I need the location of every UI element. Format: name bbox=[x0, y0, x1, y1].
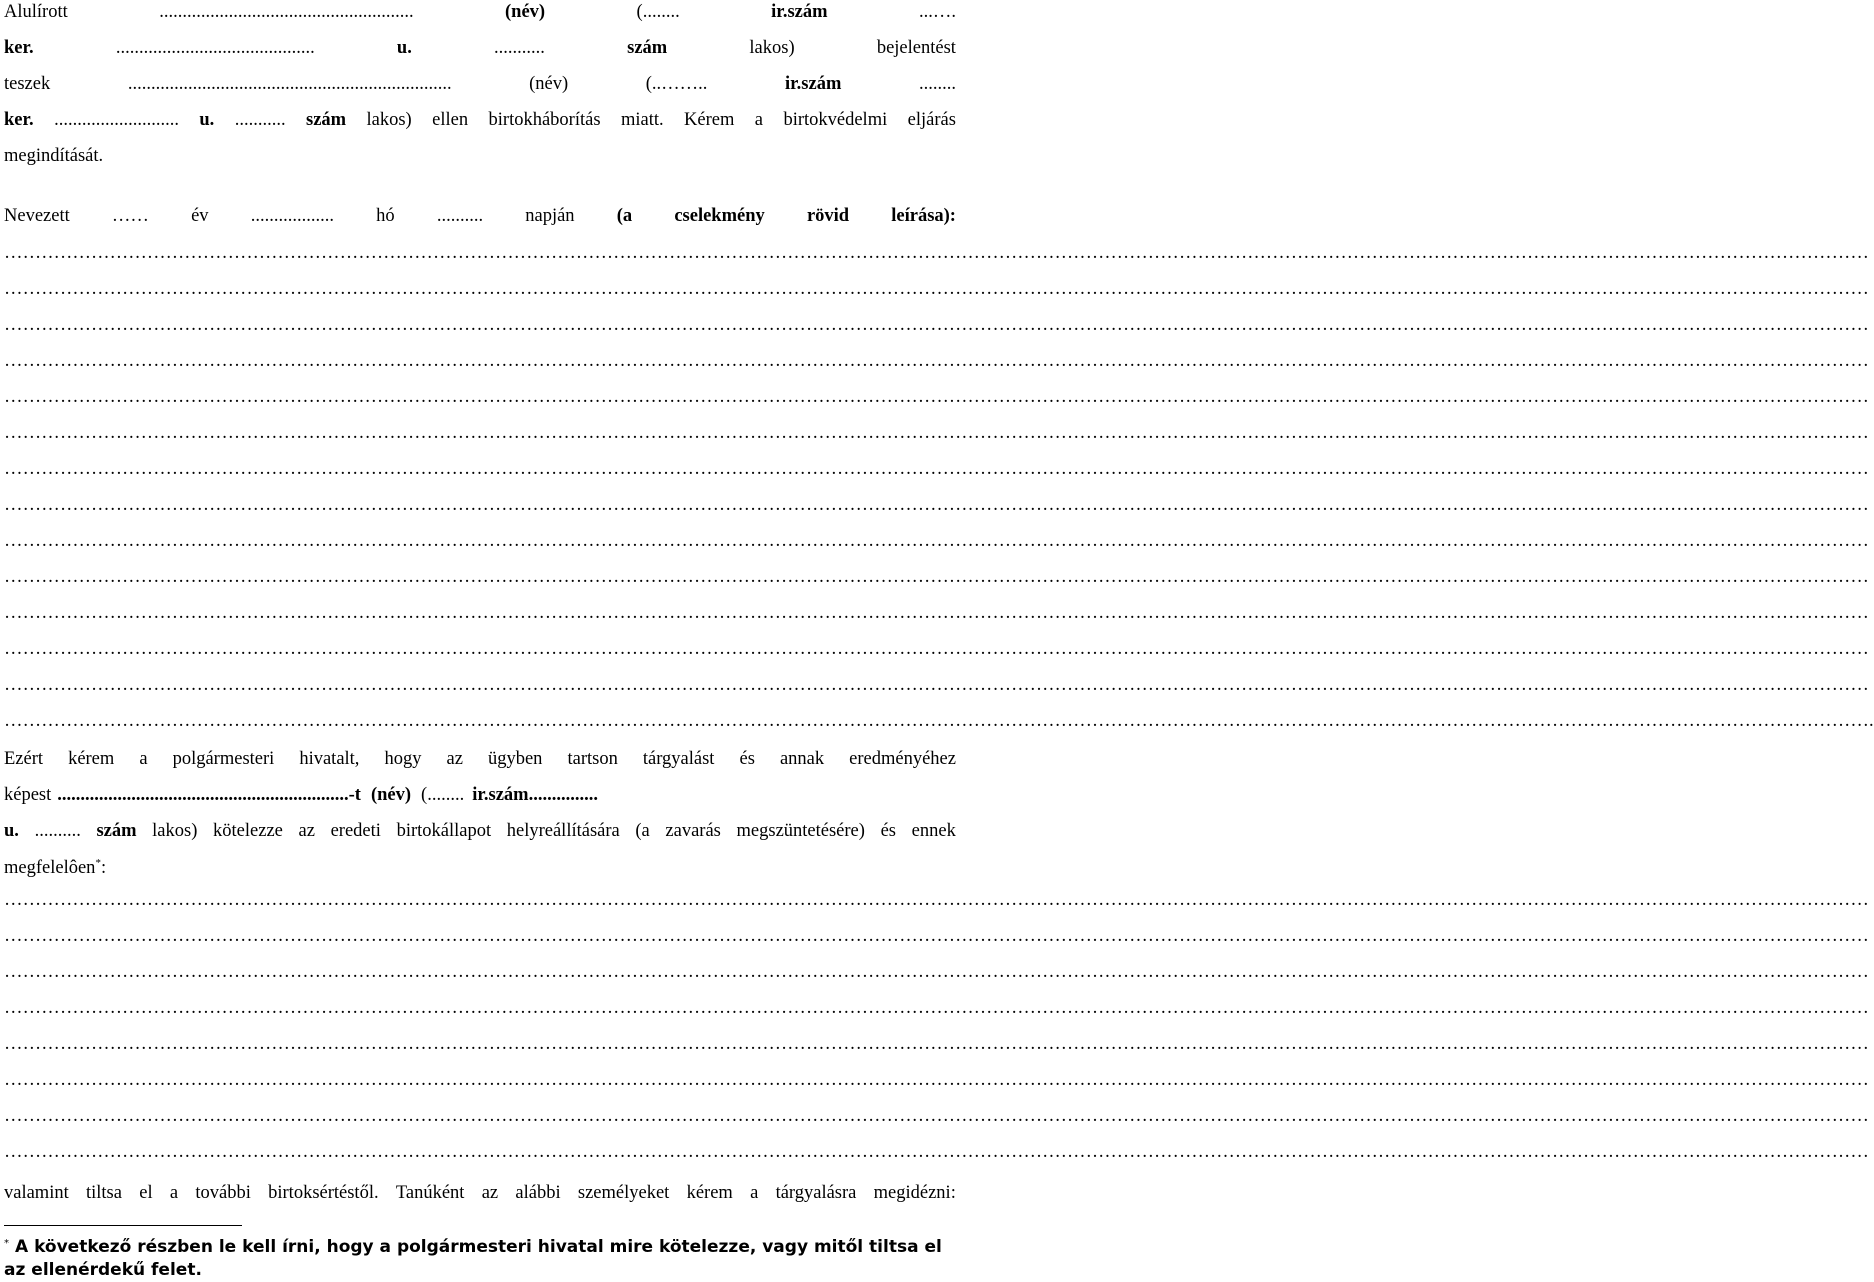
word: valamint bbox=[4, 1183, 69, 1203]
word: u. bbox=[396, 38, 412, 58]
dotted-line: ………………………………………………………………………………………………………………………………………………………………………………………………………………………………………………………………………… bbox=[4, 1034, 1869, 1054]
word: ........... bbox=[234, 110, 286, 130]
intro-line-2 bbox=[4, 38, 956, 59]
dotted-line: ………………………………………………………………………………………………………………………………………………………………………………………………………………………………………………………………………… bbox=[4, 243, 1869, 263]
word: személyeket bbox=[577, 1183, 670, 1203]
word: és bbox=[739, 749, 755, 769]
dotted-line: ………………………………………………………………………………………………………………………………………………………………………………………………………………………………………………………………………… bbox=[4, 279, 1869, 299]
word: lakos) bbox=[152, 821, 198, 841]
word: Ezért bbox=[4, 749, 44, 769]
word: leírása): bbox=[891, 206, 956, 226]
word: szám bbox=[627, 38, 668, 58]
dotted-line: ………………………………………………………………………………………………………………………………………………………………………………………………………………………………………………………………………… bbox=[4, 1106, 1869, 1126]
word: az bbox=[298, 821, 315, 841]
word: miatt. bbox=[620, 110, 664, 130]
request-line-2 bbox=[4, 785, 956, 806]
dotted-line: ………………………………………………………………………………………………………………………………………………………………………………………………………………………………………………………………………… bbox=[4, 531, 1869, 551]
word: eredményéhez bbox=[849, 749, 956, 769]
request-line-4 bbox=[4, 857, 956, 879]
word: az bbox=[481, 1183, 499, 1203]
intro-line-1 bbox=[4, 2, 956, 23]
closing-line bbox=[4, 1183, 956, 1204]
word: ...............................................................-t bbox=[57, 785, 361, 805]
intro-line-4 bbox=[4, 110, 956, 131]
word: polgármesteri bbox=[172, 749, 275, 769]
dotted-line: ………………………………………………………………………………………………………………………………………………………………………………………………………………………………………………………………………… bbox=[4, 675, 1869, 695]
intro-line-5-text: megindítását. bbox=[4, 146, 104, 166]
word: szám bbox=[306, 110, 347, 130]
word: (........ bbox=[636, 2, 680, 22]
word: ...................................................................... bbox=[127, 74, 452, 94]
dotted-line: ………………………………………………………………………………………………………………………………………………………………………………………………………………………………………………………………………… bbox=[4, 639, 1869, 659]
word: kérem bbox=[68, 749, 115, 769]
word: képest bbox=[4, 785, 52, 805]
word: ........ bbox=[918, 74, 956, 94]
request-line-1 bbox=[4, 749, 956, 770]
word: …… bbox=[111, 206, 149, 226]
dotted-line: ………………………………………………………………………………………………………………………………………………………………………………………………………………………………………………………………………… bbox=[4, 890, 1869, 910]
word: (név) bbox=[529, 74, 569, 94]
word: a bbox=[754, 110, 764, 130]
word: (..…….. bbox=[645, 74, 708, 94]
dotted-line: ………………………………………………………………………………………………………………………………………………………………………………………………………………………………………………………………………… bbox=[4, 351, 1869, 371]
footnote bbox=[4, 1232, 944, 1282]
dotted-line: ………………………………………………………………………………………………………………………………………………………………………………………………………………………………………………………………………… bbox=[4, 603, 1869, 623]
word: annak bbox=[779, 749, 825, 769]
word: ügyben bbox=[487, 749, 543, 769]
footnote-reference: * bbox=[95, 857, 101, 869]
word: hivatalt, bbox=[299, 749, 360, 769]
dotted-line: ………………………………………………………………………………………………………………………………………………………………………………………………………………………………………………………………………… bbox=[4, 567, 1869, 587]
word: ........................................... bbox=[115, 38, 315, 58]
intro-line-5 bbox=[4, 146, 956, 167]
dotted-line: ………………………………………………………………………………………………………………………………………………………………………………………………………………………………………………………………………… bbox=[4, 423, 1869, 443]
word: Alulírott bbox=[4, 2, 68, 22]
footnote-mark: * bbox=[4, 1238, 9, 1249]
word: kötelezze bbox=[213, 821, 283, 841]
word: a bbox=[750, 1183, 759, 1203]
word: ellen bbox=[432, 110, 469, 130]
dotted-line: ………………………………………………………………………………………………………………………………………………………………………………………………………………………………………………………………………… bbox=[4, 459, 1869, 479]
word: év bbox=[191, 206, 209, 226]
word: az bbox=[446, 749, 463, 769]
word: (név) bbox=[370, 785, 412, 805]
dotted-line: …………………………………………………………………………………………………………………………………………………………………………………………………………………………………………………………………………. bbox=[4, 711, 1874, 731]
word: további bbox=[195, 1183, 251, 1203]
dotted-line: ………………………………………………………………………………………………………………………………………………………………………………………………………………………………………………………………………… bbox=[4, 387, 1869, 407]
word: lakos) bbox=[749, 38, 795, 58]
word: (a bbox=[616, 206, 633, 226]
word: a bbox=[169, 1183, 179, 1203]
word: megidézni: bbox=[873, 1183, 956, 1203]
word: (........ bbox=[421, 785, 465, 805]
word: .......... bbox=[34, 821, 81, 841]
word: birtokháborítás bbox=[488, 110, 601, 130]
word: (név) bbox=[505, 2, 546, 22]
word: bejelentést bbox=[876, 38, 956, 58]
word: .......... bbox=[436, 206, 484, 226]
word: ir.szám............... bbox=[472, 785, 598, 805]
word: lakos) bbox=[366, 110, 412, 130]
word: ker. bbox=[4, 38, 34, 58]
word: u. bbox=[4, 821, 19, 841]
word: cselekmény bbox=[674, 206, 765, 226]
word: zavarás bbox=[665, 821, 721, 841]
word: ........... bbox=[494, 38, 545, 58]
word: birtokállapot bbox=[396, 821, 492, 841]
word: ir.szám bbox=[785, 74, 842, 94]
word: teszek bbox=[4, 74, 51, 94]
word: ker. bbox=[4, 110, 34, 130]
word: ...…. bbox=[918, 2, 956, 22]
dotted-line: ………………………………………………………………………………………………………………………………………………………………………………………………………………………………………………………………………… bbox=[4, 998, 1869, 1018]
word: megszüntetésére) bbox=[736, 821, 865, 841]
word: tárgyalást bbox=[642, 749, 715, 769]
word: .................. bbox=[250, 206, 334, 226]
word: kérem bbox=[686, 1183, 733, 1203]
word: Nevezett bbox=[4, 206, 70, 226]
word: Tanúként bbox=[395, 1183, 465, 1203]
event-line bbox=[4, 206, 956, 227]
word: a bbox=[139, 749, 148, 769]
request-line-3 bbox=[4, 821, 956, 842]
dotted-line: ………………………………………………………………………………………………………………………………………………………………………………………………………………………………………………………………………… bbox=[4, 962, 1869, 982]
word: (a bbox=[635, 821, 650, 841]
word: eljárás bbox=[907, 110, 956, 130]
footnote-text: A következő részben le kell írni, hogy a polgármesteri hivatal mire kötelezze, vagy mitől tiltsa el az ellenérdekű felet. bbox=[4, 1237, 942, 1280]
word: tiltsa bbox=[86, 1183, 122, 1203]
intro-line-3 bbox=[4, 74, 956, 95]
word: ........................... bbox=[54, 110, 179, 130]
word: szám bbox=[96, 821, 137, 841]
dotted-line: ………………………………………………………………………………………………………………………………………………………………………………………………………………………………………………………………………… bbox=[4, 495, 1869, 515]
word: tárgyalásra bbox=[775, 1183, 857, 1203]
dotted-line: ………………………………………………………………………………………………………………………………………………………………………………………………………………………………………………………………………… bbox=[4, 1070, 1869, 1090]
word: hogy bbox=[384, 749, 422, 769]
word: birtoksértéstől. bbox=[268, 1183, 379, 1203]
word: és bbox=[880, 821, 896, 841]
word: alábbi bbox=[515, 1183, 561, 1203]
word: eredeti bbox=[330, 821, 381, 841]
word: helyreállítására bbox=[506, 821, 620, 841]
word: ....................................................... bbox=[159, 2, 414, 22]
dotted-line: ………………………………………………………………………………………………………………………………………………………………………………………………………………………………………………………………………… bbox=[4, 315, 1869, 335]
word: tartson bbox=[567, 749, 618, 769]
word: birtokvédelmi bbox=[783, 110, 888, 130]
request-line-4-text: megfelelôen*: bbox=[4, 857, 107, 879]
word: napján bbox=[525, 206, 575, 226]
word: hó bbox=[376, 206, 395, 226]
footnote-rule bbox=[4, 1225, 242, 1226]
dotted-line: ………………………………………………………………………………………………………………………………………………………………………………………………………………………………………………………………………… bbox=[4, 926, 1869, 946]
word: rövid bbox=[806, 206, 850, 226]
dotted-line: ………………………………………………………………………………………………………………………………………………………………………………………………………………………………………………………………………… bbox=[4, 1142, 1869, 1162]
word: el bbox=[139, 1183, 153, 1203]
word: u. bbox=[199, 110, 215, 130]
word: Kérem bbox=[684, 110, 735, 130]
word: ir.szám bbox=[771, 2, 828, 22]
word: ennek bbox=[911, 821, 956, 841]
